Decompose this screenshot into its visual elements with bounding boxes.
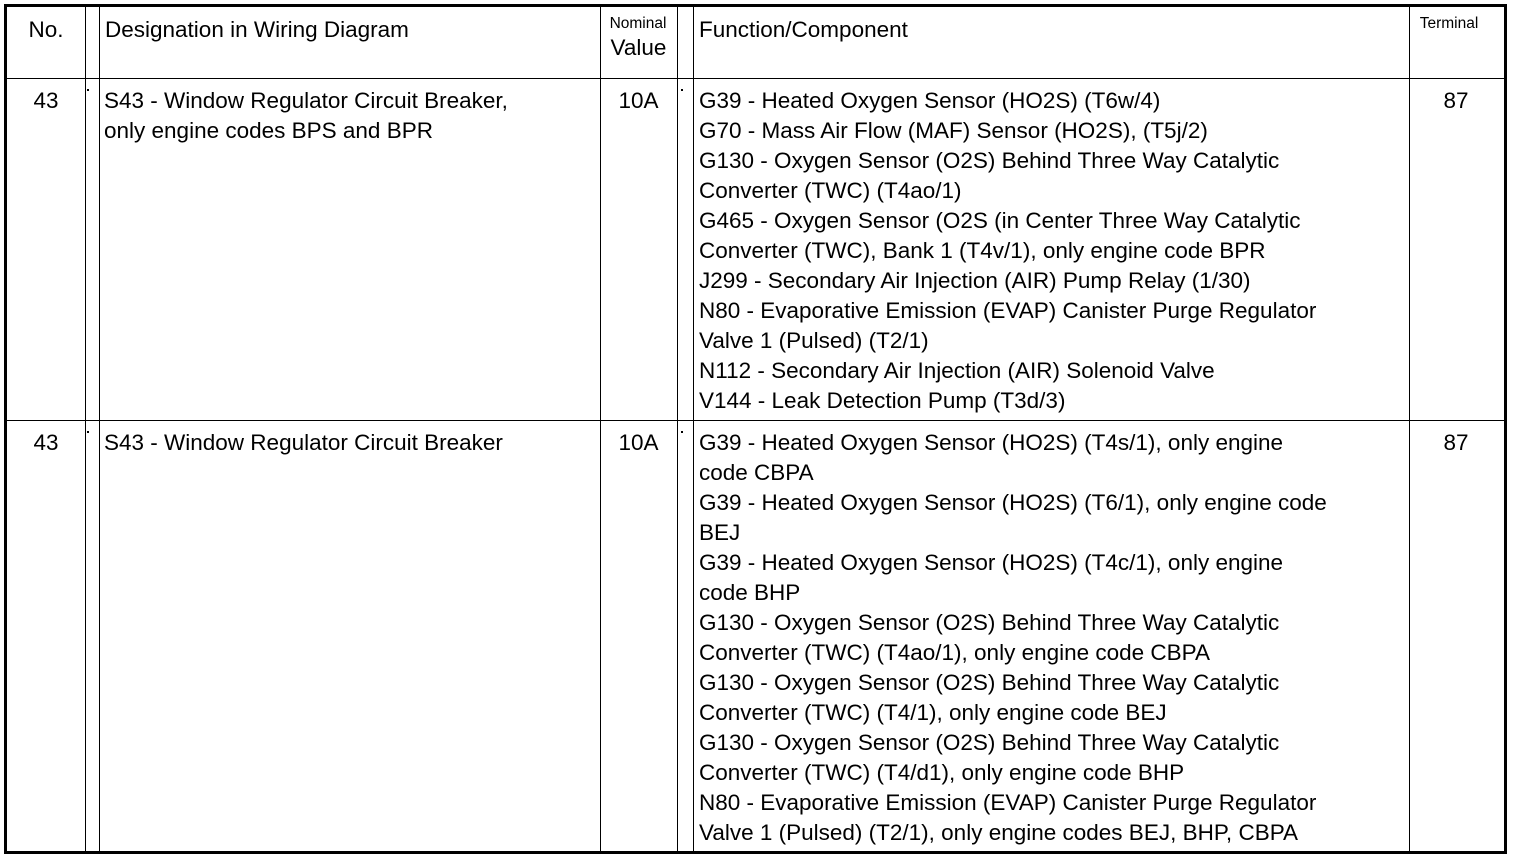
function-line: J299 - Secondary Air Injection (AIR) Pump Relay (1/30) [699, 268, 1251, 293]
header-designation: Designation in Wiring Diagram [105, 17, 409, 42]
row2-function [699, 428, 1327, 848]
function-line: Converter (TWC) (T4/1), only engine code BEJ [699, 700, 1167, 725]
header-nominal-label: Nominal [609, 15, 667, 32]
header-terminal: Terminal [1419, 15, 1479, 32]
column-divider [693, 7, 694, 851]
fuse-table [4, 4, 1507, 854]
row-divider [7, 420, 1504, 421]
header-function: Function/Component [699, 17, 908, 42]
header-divider [7, 78, 1504, 79]
function-line: G130 - Oxygen Sensor (O2S) Behind Three Way Catalytic [699, 670, 1280, 695]
row-marker [681, 431, 683, 433]
function-line: BEJ [699, 520, 741, 545]
row2-terminal: 87 [1443, 430, 1469, 455]
row2-designation [104, 428, 503, 458]
row2-nominal: 10A [618, 430, 659, 455]
function-line: G130 - Oxygen Sensor (O2S) Behind Three Way Catalytic [699, 148, 1280, 173]
function-line: G39 - Heated Oxygen Sensor (HO2S) (T6/1), only engine code [699, 490, 1327, 515]
header-nominal-value: Value [610, 35, 667, 60]
function-line: G39 - Heated Oxygen Sensor (HO2S) (T4s/1), only engine [699, 430, 1284, 455]
row-marker [87, 89, 89, 91]
function-line: G39 - Heated Oxygen Sensor (HO2S) (T6w/4) [699, 88, 1161, 113]
row1-function [699, 86, 1316, 416]
column-divider [85, 7, 86, 851]
designation-line: S43 - Window Regulator Circuit Breaker, [104, 88, 508, 113]
row1-no: 43 [33, 88, 59, 113]
function-line: Converter (TWC) (T4ao/1) [699, 178, 962, 203]
row-marker [87, 431, 89, 433]
function-line: N112 - Secondary Air Injection (AIR) Solenoid Valve [699, 358, 1215, 383]
function-line: Valve 1 (Pulsed) (T2/1) [699, 328, 929, 353]
function-line: G39 - Heated Oxygen Sensor (HO2S) (T4c/1), only engine [699, 550, 1284, 575]
function-line: Converter (TWC) (T4ao/1), only engine code CBPA [699, 640, 1211, 665]
column-divider [99, 7, 100, 851]
function-line: Converter (TWC), Bank 1 (T4v/1), only engine code BPR [699, 238, 1266, 263]
designation-line: S43 - Window Regulator Circuit Breaker [104, 430, 503, 455]
function-line: V144 - Leak Detection Pump (T3d/3) [699, 388, 1066, 413]
function-line: N80 - Evaporative Emission (EVAP) Canister Purge Regulator [699, 298, 1317, 323]
function-line: code CBPA [699, 460, 814, 485]
function-line: Valve 1 (Pulsed) (T2/1), only engine codes BEJ, BHP, CBPA [699, 820, 1299, 845]
row-marker [681, 89, 683, 91]
header-no: No. [28, 17, 64, 42]
row1-terminal: 87 [1443, 88, 1469, 113]
row2-no: 43 [33, 430, 59, 455]
function-line: N80 - Evaporative Emission (EVAP) Canister Purge Regulator [699, 790, 1317, 815]
designation-line: only engine codes BPS and BPR [104, 118, 433, 143]
column-divider [677, 7, 678, 851]
function-line: code BHP [699, 580, 801, 605]
row1-nominal: 10A [618, 88, 659, 113]
function-line: G465 - Oxygen Sensor (O2S (in Center Three Way Catalytic [699, 208, 1301, 233]
function-line: G130 - Oxygen Sensor (O2S) Behind Three Way Catalytic [699, 610, 1280, 635]
row1-designation [104, 86, 508, 146]
function-line: G70 - Mass Air Flow (MAF) Sensor (HO2S), (T5j/2) [699, 118, 1208, 143]
function-line: G130 - Oxygen Sensor (O2S) Behind Three Way Catalytic [699, 730, 1280, 755]
function-line: Converter (TWC) (T4/d1), only engine code BHP [699, 760, 1185, 785]
